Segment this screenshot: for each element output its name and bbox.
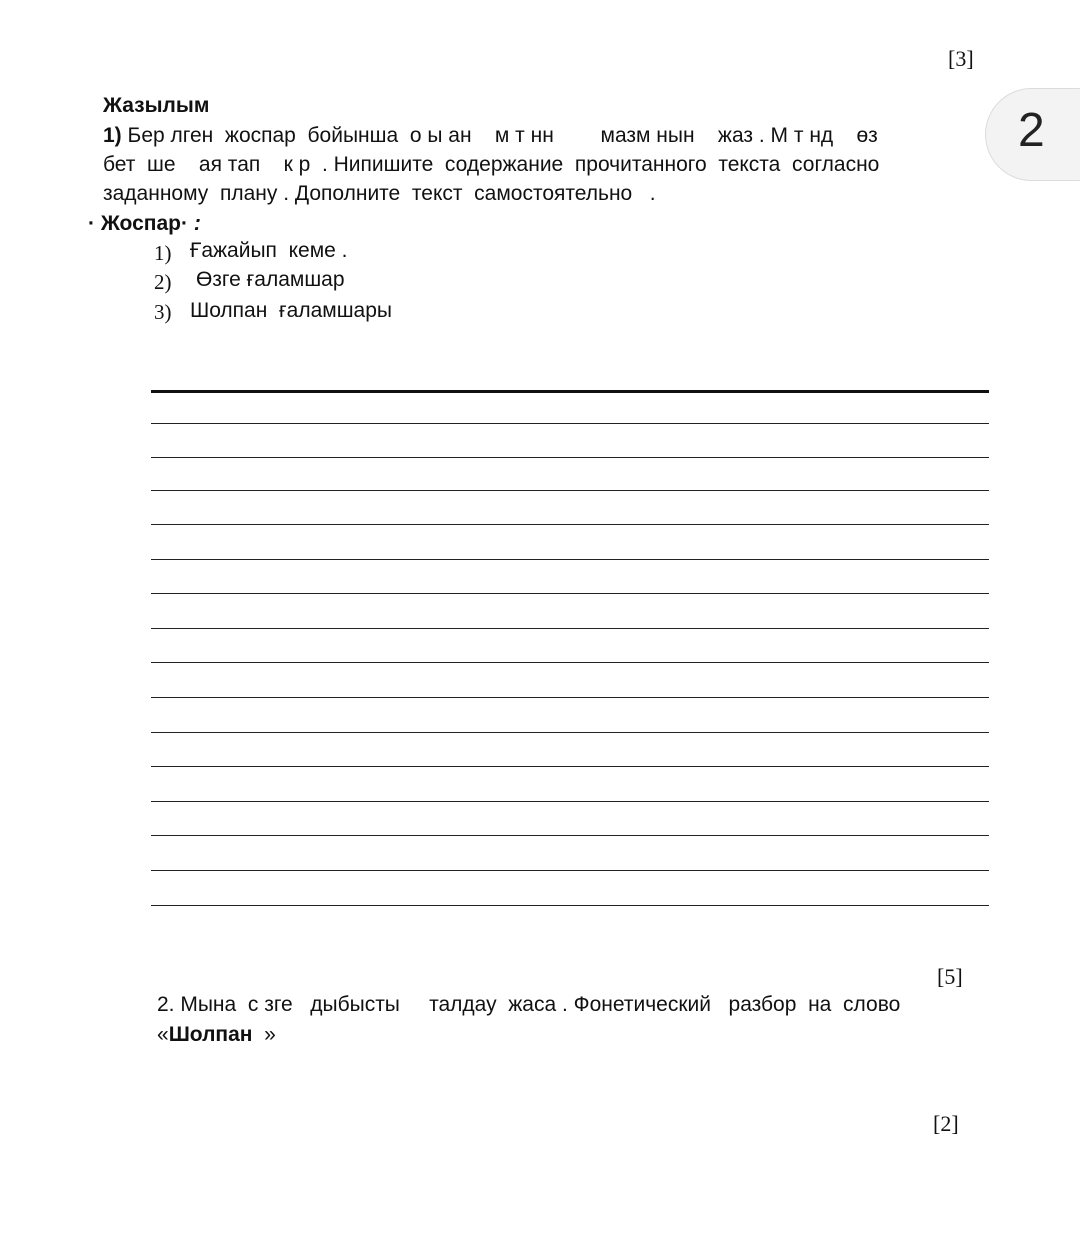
plan-item-1 — [154, 241, 347, 266]
plan-item-3 — [154, 300, 392, 325]
plan-heading — [88, 212, 201, 236]
writing-line[interactable] — [151, 766, 989, 767]
writing-line[interactable] — [151, 905, 989, 906]
section-title: Жазылым — [103, 94, 210, 117]
plan-colon: : — [193, 212, 201, 235]
close-quote: » — [252, 1023, 276, 1046]
writing-line[interactable] — [151, 662, 989, 663]
writing-line[interactable] — [151, 457, 989, 458]
plan-item-2 — [154, 270, 345, 295]
score-task1: [5] — [937, 964, 963, 989]
plan-item-text: Өзге ғаламшар — [195, 268, 345, 291]
plan-item-number: 3) — [154, 300, 172, 324]
task1-line3: заданному плану . Дополните текст самостоятельно . — [103, 182, 656, 205]
writing-line[interactable] — [151, 524, 989, 525]
task2-word: Шолпан — [168, 1023, 253, 1046]
plan-label: Жоспар· — [100, 212, 188, 235]
task1-text-1: Бер лген жоспар бойынша о ы ан м т нн мазм нын жаз . М т нд өз — [127, 124, 878, 147]
writing-line[interactable] — [151, 390, 989, 393]
task1-line2: бет ше ая тап к р . Нипишите содержание прочитанного текста согласно — [103, 153, 880, 176]
task1-number: 1) — [103, 124, 122, 147]
page-number-badge — [985, 88, 1080, 181]
writing-line[interactable] — [151, 801, 989, 802]
writing-line[interactable] — [151, 559, 989, 560]
plan-item-text: Шолпан ғаламшары — [189, 299, 392, 322]
plan-item-text: Ғажайып кеме . — [189, 239, 348, 262]
plan-bullet: · — [88, 212, 95, 235]
plan-item-number: 2) — [154, 270, 172, 294]
writing-line[interactable] — [151, 732, 989, 733]
writing-line[interactable] — [151, 870, 989, 871]
open-quote: « — [157, 1023, 169, 1046]
task1-line1 — [103, 124, 878, 148]
score-task-top: [3] — [948, 46, 974, 71]
writing-line[interactable] — [151, 490, 989, 491]
score-task2: [2] — [933, 1111, 959, 1136]
writing-line[interactable] — [151, 423, 989, 424]
plan-item-number: 1) — [154, 241, 172, 265]
task2-line1: 2. Мына с зге дыбысты талдау жаса . Фонетический разбор на слово — [157, 993, 901, 1016]
writing-line[interactable] — [151, 697, 989, 698]
task2-line2 — [157, 1023, 276, 1047]
writing-line[interactable] — [151, 593, 989, 594]
writing-line[interactable] — [151, 835, 989, 836]
page-number: 2 — [1018, 104, 1045, 157]
writing-line[interactable] — [151, 628, 989, 629]
